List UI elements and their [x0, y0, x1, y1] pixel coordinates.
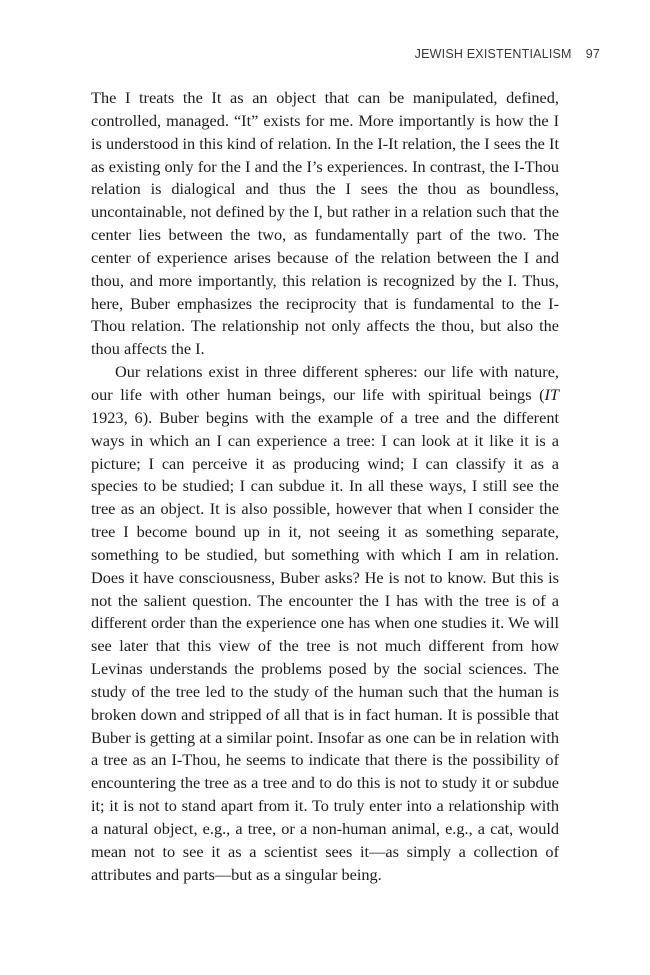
paragraph-2-text-a: Our relations exist in three different spheres: our life with nature, our life with other human beings, our life with spiritual beings (: [91, 362, 559, 404]
page-number: 97: [585, 47, 600, 61]
paragraph-2-text-b: 1923, 6). Buber begins with the example of a tree and the different ways in which an I can experience a tree: I can look at it like it is a picture; I can perceive it as producing wind; I can classify it as a species to be studied; I can subdue it. In all these ways, I still see the tree as an object. It is also possible, however that when I consider the tree I become bound up in it, not seeing it as something separate, something to be studied, but something with which I am in relation. Does it have consciousness, Buber asks? He is not to know. But this is not the salient question. The encounter the I has with the tree is of a different order than the experience one has when one studies it. We will see later that this view of the tree is not much different from how Levinas understands the problems posed by the social sciences. The study of the tree led to the study of the human such that the human is broken down and stripped of all that is in fact human. It is possible that Buber is getting at a similar point. Insofar as one can be in relation with a tree as an I-Thou, he seems to indicate that there is the possibility of encountering the tree as a tree and to do this is not to study it or subdue it; it is not to stand apart from it. To truly enter into a relationship with a natural object, e.g., a tree, or a non-human animal, e.g., a cat, would mean not to see it as a scientist sees it—as simply a collection of attributes and parts—but as a singular being.: [91, 407, 559, 884]
citation-abbreviation: IT: [544, 384, 559, 404]
body-text: [91, 87, 559, 887]
running-title: JEWISH EXISTENTIALISM: [414, 47, 572, 61]
paragraph-1: The I treats the It as an object that can be manipulated, defined, controlled, managed. “It” exists for me. More importantly is how the I is understood in this kind of relation. In the I-It relation, the I sees the It as existing only for the I and the I’s experiences. In contrast, the I-Thou relation is dialogical and thus the I sees the thou as boundless, uncontainable, not defined by the I, but rather in a relation such that the center lies between the two, as fundamentally part of the two. The center of experience arises because of the relation between the I and thou, and more importantly, this relation is recognized by the I. Thus, here, Buber emphasizes the reciprocity that is fundamental to the I-Thou relation. The relationship not only affects the thou, but also the thou affects the I.: [91, 88, 559, 359]
running-header: [415, 47, 600, 61]
paragraph-2: [91, 361, 559, 886]
